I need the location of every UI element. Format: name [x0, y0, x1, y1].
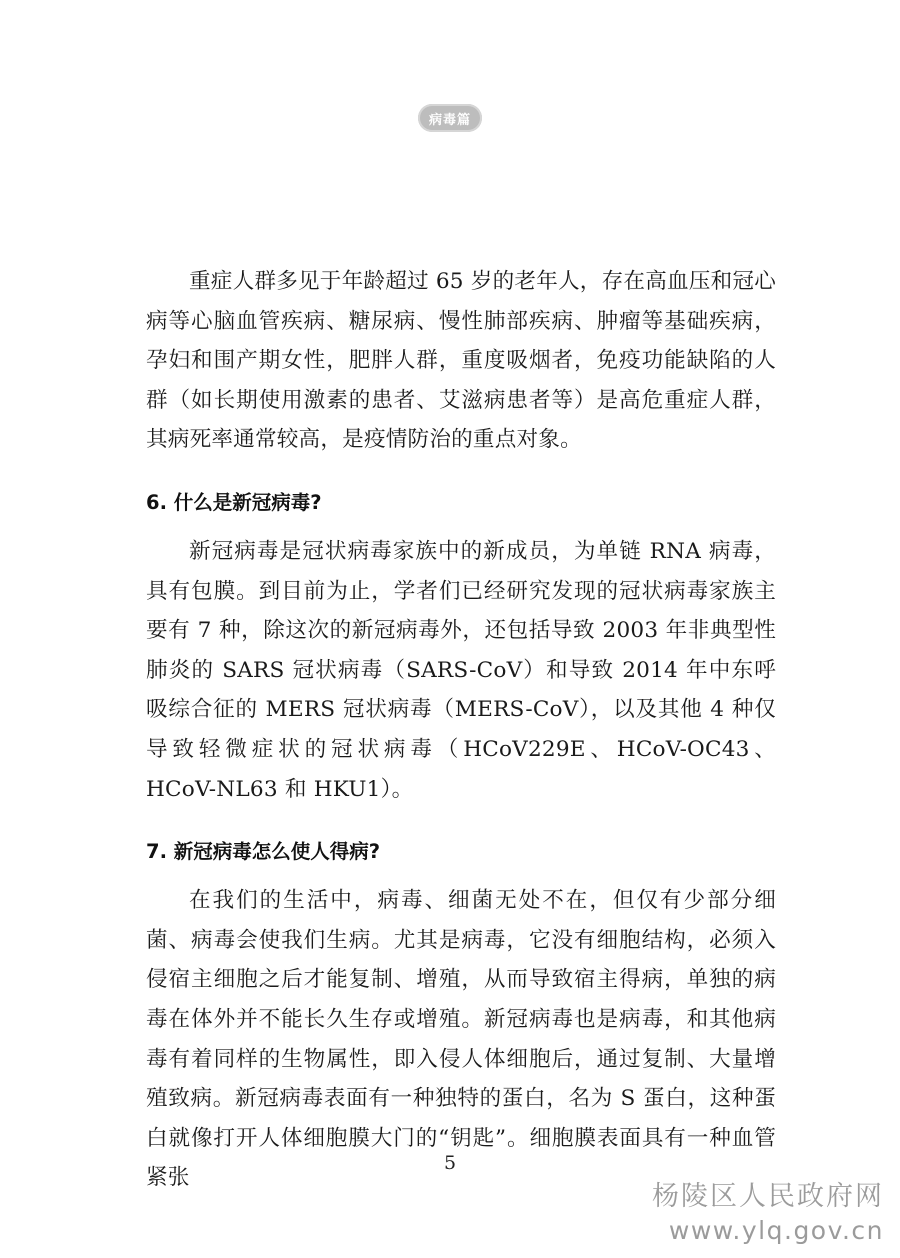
document-body — [146, 262, 776, 1198]
paragraph-how-virus-infects: 在我们的生活中，病毒、细菌无处不在，但仅有少部分细菌、病毒会使我们生病。尤其是病毒，它没有细胞结构，必须入侵宿主细胞之后才能复制、增殖，从而导致宿主得病，单独的病毒在体外并不能长久生存或增殖。新冠病毒也是病毒，和其他病毒有着同样的生物属性，即入侵人体细胞后，通过复制、大量增殖致病。新冠病毒表面有一种独特的蛋白，名为 S 蛋白，这种蛋白就像打开人体细胞膜大门的“钥匙”。细胞膜表面具有一种血管紧张 — [146, 888, 776, 1191]
paragraph-high-risk-groups: 重症人群多见于年龄超过 65 岁的老年人，存在高血压和冠心病等心脑血管疾病、糖尿病、慢性肺部疾病、肿瘤等基础疾病，孕妇和围产期女性，肥胖人群，重度吸烟者，免疫功能缺陷的人群（如长期使用激素的患者、艾滋病患者等）是高危重症人群，其病死率通常较高，是疫情防治的重点对象。 — [146, 269, 776, 453]
section-heading-7: 7. 新冠病毒怎么使人得病? — [146, 840, 381, 864]
section-heading-6: 6. 什么是新冠病毒? — [146, 490, 322, 514]
page-number: 5 — [443, 1152, 457, 1174]
chapter-badge: 病毒篇 — [418, 104, 482, 132]
paragraph-what-is-virus: 新冠病毒是冠状病毒家族中的新成员，为单链 RNA 病毒，具有包膜。到目前为止，学者们已经研究发现的冠状病毒家族主要有 7 种，除这次的新冠病毒外，还包括导致 2003 年非典型性肺炎的 SARS 冠状病毒（SARS-CoV）和导致 2014 年中东呼吸综合征的 MERS 冠状病毒（MERS-CoV），以及其他 4 种仅导致轻微症状的冠状病毒（HCoV229E、HCoV-OC43、HCoV-NL63 和 HKU1）。 — [146, 538, 776, 802]
watermark-url: www.ylq.gov.cn — [668, 1216, 884, 1245]
watermark-title: 杨陵区人民政府网 — [652, 1181, 884, 1212]
watermark — [652, 1180, 884, 1248]
